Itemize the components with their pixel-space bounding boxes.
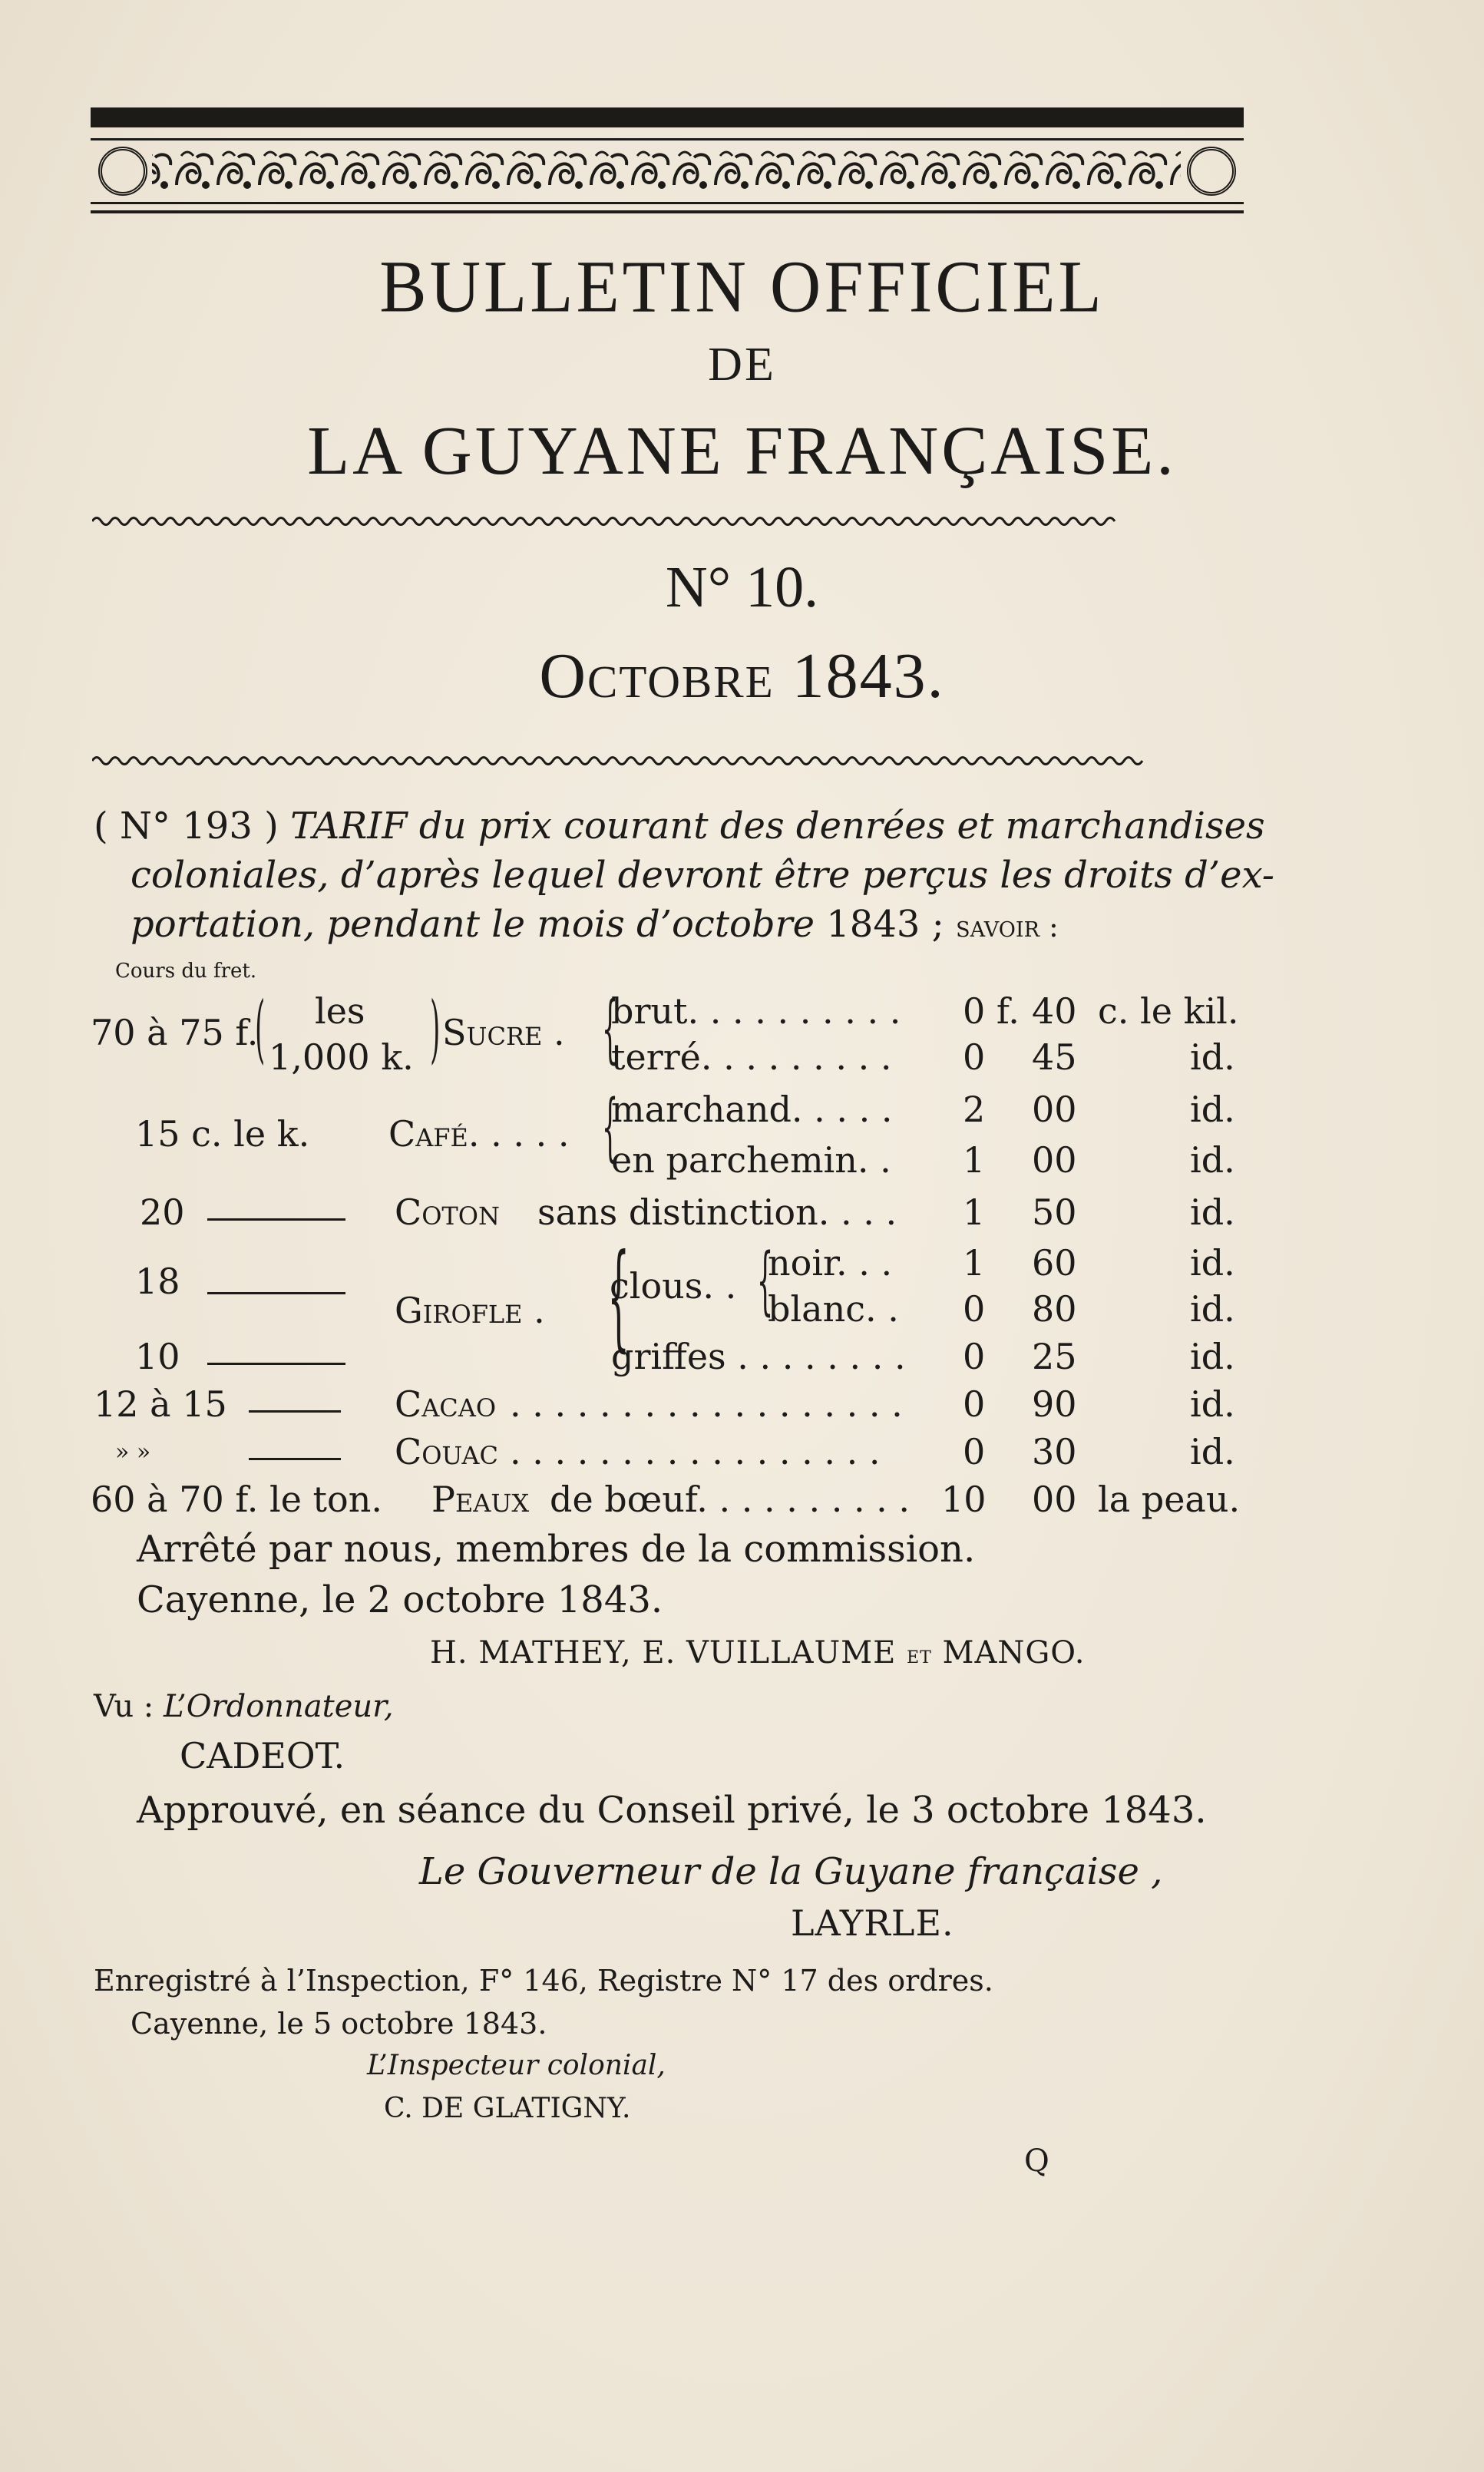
cafe-parchemin-cents: 00 xyxy=(1032,1139,1077,1181)
signature-mark: Q xyxy=(1024,2143,1049,2179)
girofle-griffes-francs: 0 xyxy=(963,1336,986,1377)
vu-label: Vu : xyxy=(94,1689,154,1724)
girofle-freight-dash-1 xyxy=(207,1285,345,1300)
arrete-line: Arrêté par nous, membres de la commission. xyxy=(137,1528,976,1571)
girofle-label: Girofle . xyxy=(395,1290,545,1331)
peaux-description: de bœuf. . . . . . . . . . xyxy=(550,1479,911,1520)
peaux-freight: 60 à 70 f. le ton. xyxy=(91,1479,382,1520)
brace-cafe-types: { xyxy=(601,1084,619,1170)
brace-girofle: { xyxy=(607,1230,630,1363)
issue-date: Octobre 1843. xyxy=(539,640,945,712)
inspecteur-name: C. DE GLATIGNY. xyxy=(384,2093,631,2124)
wavy-rule-top xyxy=(92,516,1244,527)
cafe-marchand-francs: 2 xyxy=(963,1089,986,1130)
header-black-band xyxy=(91,107,1244,127)
cafe-marchand-cents: 00 xyxy=(1032,1089,1077,1130)
sucre-terre-cents: 45 xyxy=(1032,1036,1077,1078)
cayenne-5-line: Cayenne, le 5 octobre 1843. xyxy=(131,2007,547,2041)
decree-heading-text3: portation, pendant le mois d’octobre xyxy=(131,903,815,946)
issue-number: N° 10. xyxy=(665,555,819,620)
scroll-ornament-icon xyxy=(91,140,1244,202)
ordonnateur-title: L’Ordonnateur, xyxy=(164,1689,394,1724)
peaux-cents: 00 xyxy=(1032,1479,1077,1520)
decree-year: 1843 ; xyxy=(826,903,944,946)
cafe-marchand-type: marchand. . . . . xyxy=(611,1089,893,1130)
couac-unit: id. xyxy=(1190,1431,1235,1472)
cacao-label: Cacao xyxy=(395,1383,497,1425)
cafe-parchemin-francs: 1 xyxy=(963,1139,986,1181)
sucre-terre-francs: 0 xyxy=(963,1036,986,1078)
cacao-leader-dots: . . . . . . . . . . . . . . . . . . xyxy=(510,1383,903,1425)
peaux-francs: 10 xyxy=(941,1479,987,1520)
sucre-brut-type: brut. . . . . . . . . . xyxy=(611,990,901,1032)
girofle-griffes-freight: 10 xyxy=(135,1336,180,1377)
cafe-marchand-unit: id. xyxy=(1190,1089,1235,1130)
couac-cents: 30 xyxy=(1032,1431,1077,1472)
girofle-blanc-type: blanc. . xyxy=(768,1288,899,1330)
girofle-griffes-cents: 25 xyxy=(1032,1336,1077,1377)
coton-label: Coton xyxy=(395,1191,501,1233)
girofle-blanc-unit: id. xyxy=(1190,1288,1235,1330)
brace-girofle-clous: { xyxy=(756,1238,774,1324)
approuve-line: Approuvé, en séance du Conseil privé, le 3 octobre 1843. xyxy=(137,1789,1207,1832)
wavy-rule-bottom xyxy=(92,755,1244,766)
vu-line xyxy=(94,1689,394,1724)
coton-cents: 50 xyxy=(1032,1191,1077,1233)
brace-sucre-types: { xyxy=(601,986,619,1072)
peaux-unit: la peau. xyxy=(1098,1479,1241,1520)
coton-francs: 1 xyxy=(963,1191,986,1233)
coton-freight-dash xyxy=(207,1211,345,1226)
girofle-blanc-cents: 80 xyxy=(1032,1288,1077,1330)
ordonnateur-name: CADEOT. xyxy=(180,1735,345,1776)
header-rule xyxy=(91,210,1244,213)
enregistre-line: Enregistré à l’Inspection, F° 146, Registre N° 17 des ordres. xyxy=(94,1964,993,1998)
cafe-parchemin-unit: id. xyxy=(1190,1139,1235,1181)
couac-label: Couac xyxy=(395,1431,499,1472)
bulletin-title: BULLETIN OFFICIEL xyxy=(379,245,1105,328)
couac-freight-dash xyxy=(249,1451,341,1466)
girofle-freight-dash-2 xyxy=(207,1356,345,1370)
signatories-et: et xyxy=(907,1640,932,1669)
sucre-freight: 70 à 75 f. xyxy=(91,1012,259,1053)
sucre-label: Sucre . xyxy=(442,1012,565,1053)
title-de: DE xyxy=(708,339,776,391)
savoir-label: savoir : xyxy=(956,910,1059,944)
decree-number: ( N° 193 ) xyxy=(94,805,279,848)
cacao-francs: 0 xyxy=(963,1383,986,1425)
sucre-brut-unit: c. le kil. xyxy=(1098,990,1239,1032)
sucre-terre-unit: id. xyxy=(1190,1036,1235,1078)
cafe-freight: 15 c. le k. xyxy=(135,1113,310,1155)
decree-heading-text1: du prix courant des denrées et marchandises xyxy=(418,805,1265,848)
cacao-freight: 12 à 15 xyxy=(94,1383,227,1425)
decree-heading-line3 xyxy=(131,903,1059,946)
girofle-griffes-unit: id. xyxy=(1190,1336,1235,1377)
girofle-clous-label: clous. . xyxy=(610,1265,737,1307)
girofle-noir-cents: 60 xyxy=(1032,1242,1077,1284)
couac-freight: » » xyxy=(115,1439,151,1466)
cacao-freight-dash xyxy=(249,1403,341,1418)
decree-heading-line2: coloniales, d’après lequel devront être perçus les droits d’ex- xyxy=(131,854,1275,897)
brace-sucre-unit-left: ( xyxy=(255,986,266,1072)
cafe-parchemin-type: en parchemin. . xyxy=(611,1139,891,1181)
signatories-line xyxy=(430,1635,1085,1671)
couac-leader-dots: . . . . . . . . . . . . . . . . . xyxy=(510,1431,881,1472)
gouverneur-title: Le Gouverneur de la Guyane française , xyxy=(419,1850,1163,1893)
coton-freight: 20 xyxy=(140,1191,185,1233)
cacao-cents: 90 xyxy=(1032,1383,1077,1425)
ornamental-frieze xyxy=(91,138,1244,204)
rosette-left-icon xyxy=(98,147,147,196)
sucre-brut-cents: 40 xyxy=(1032,990,1077,1032)
sucre-terre-type: terré. . . . . . . . . xyxy=(611,1036,892,1078)
signatories-names: H. MATHEY, E. VUILLAUME xyxy=(430,1635,897,1671)
sucre-unit-top: les xyxy=(315,990,365,1032)
sucre-brut-francs: 0 f. xyxy=(963,990,1020,1032)
inspecteur-title: L’Inspecteur colonial, xyxy=(367,2050,666,2081)
cafe-label: Café. . . . . xyxy=(388,1113,570,1155)
girofle-noir-type: noir. . . xyxy=(768,1242,893,1284)
girofle-noir-francs: 1 xyxy=(963,1242,986,1284)
brace-sucre-unit-right: ) xyxy=(430,986,441,1072)
gouverneur-name: LAYRLE. xyxy=(791,1902,954,1944)
signatories-last: MANGO. xyxy=(942,1635,1086,1671)
coton-description: sans distinction. . . . xyxy=(537,1191,897,1233)
rosette-right-icon xyxy=(1187,147,1236,196)
girofle-noir-unit: id. xyxy=(1190,1242,1235,1284)
colony-title: LA GUYANE FRANÇAISE. xyxy=(307,413,1177,489)
girofle-griffes-type: griffes . . . . . . . . xyxy=(611,1336,906,1377)
tarif-word: TARIF xyxy=(290,805,408,848)
freight-column-header: Cours du fret. xyxy=(115,960,257,983)
cayenne-date-line: Cayenne, le 2 octobre 1843. xyxy=(137,1578,663,1621)
couac-francs: 0 xyxy=(963,1431,986,1472)
sucre-unit-bottom: 1,000 k. xyxy=(269,1036,414,1078)
girofle-noir-freight: 18 xyxy=(135,1261,180,1302)
coton-unit: id. xyxy=(1190,1191,1235,1233)
decree-heading-line1 xyxy=(94,805,1265,848)
girofle-blanc-francs: 0 xyxy=(963,1288,986,1330)
peaux-label: Peaux xyxy=(431,1479,530,1520)
cacao-unit: id. xyxy=(1190,1383,1235,1425)
